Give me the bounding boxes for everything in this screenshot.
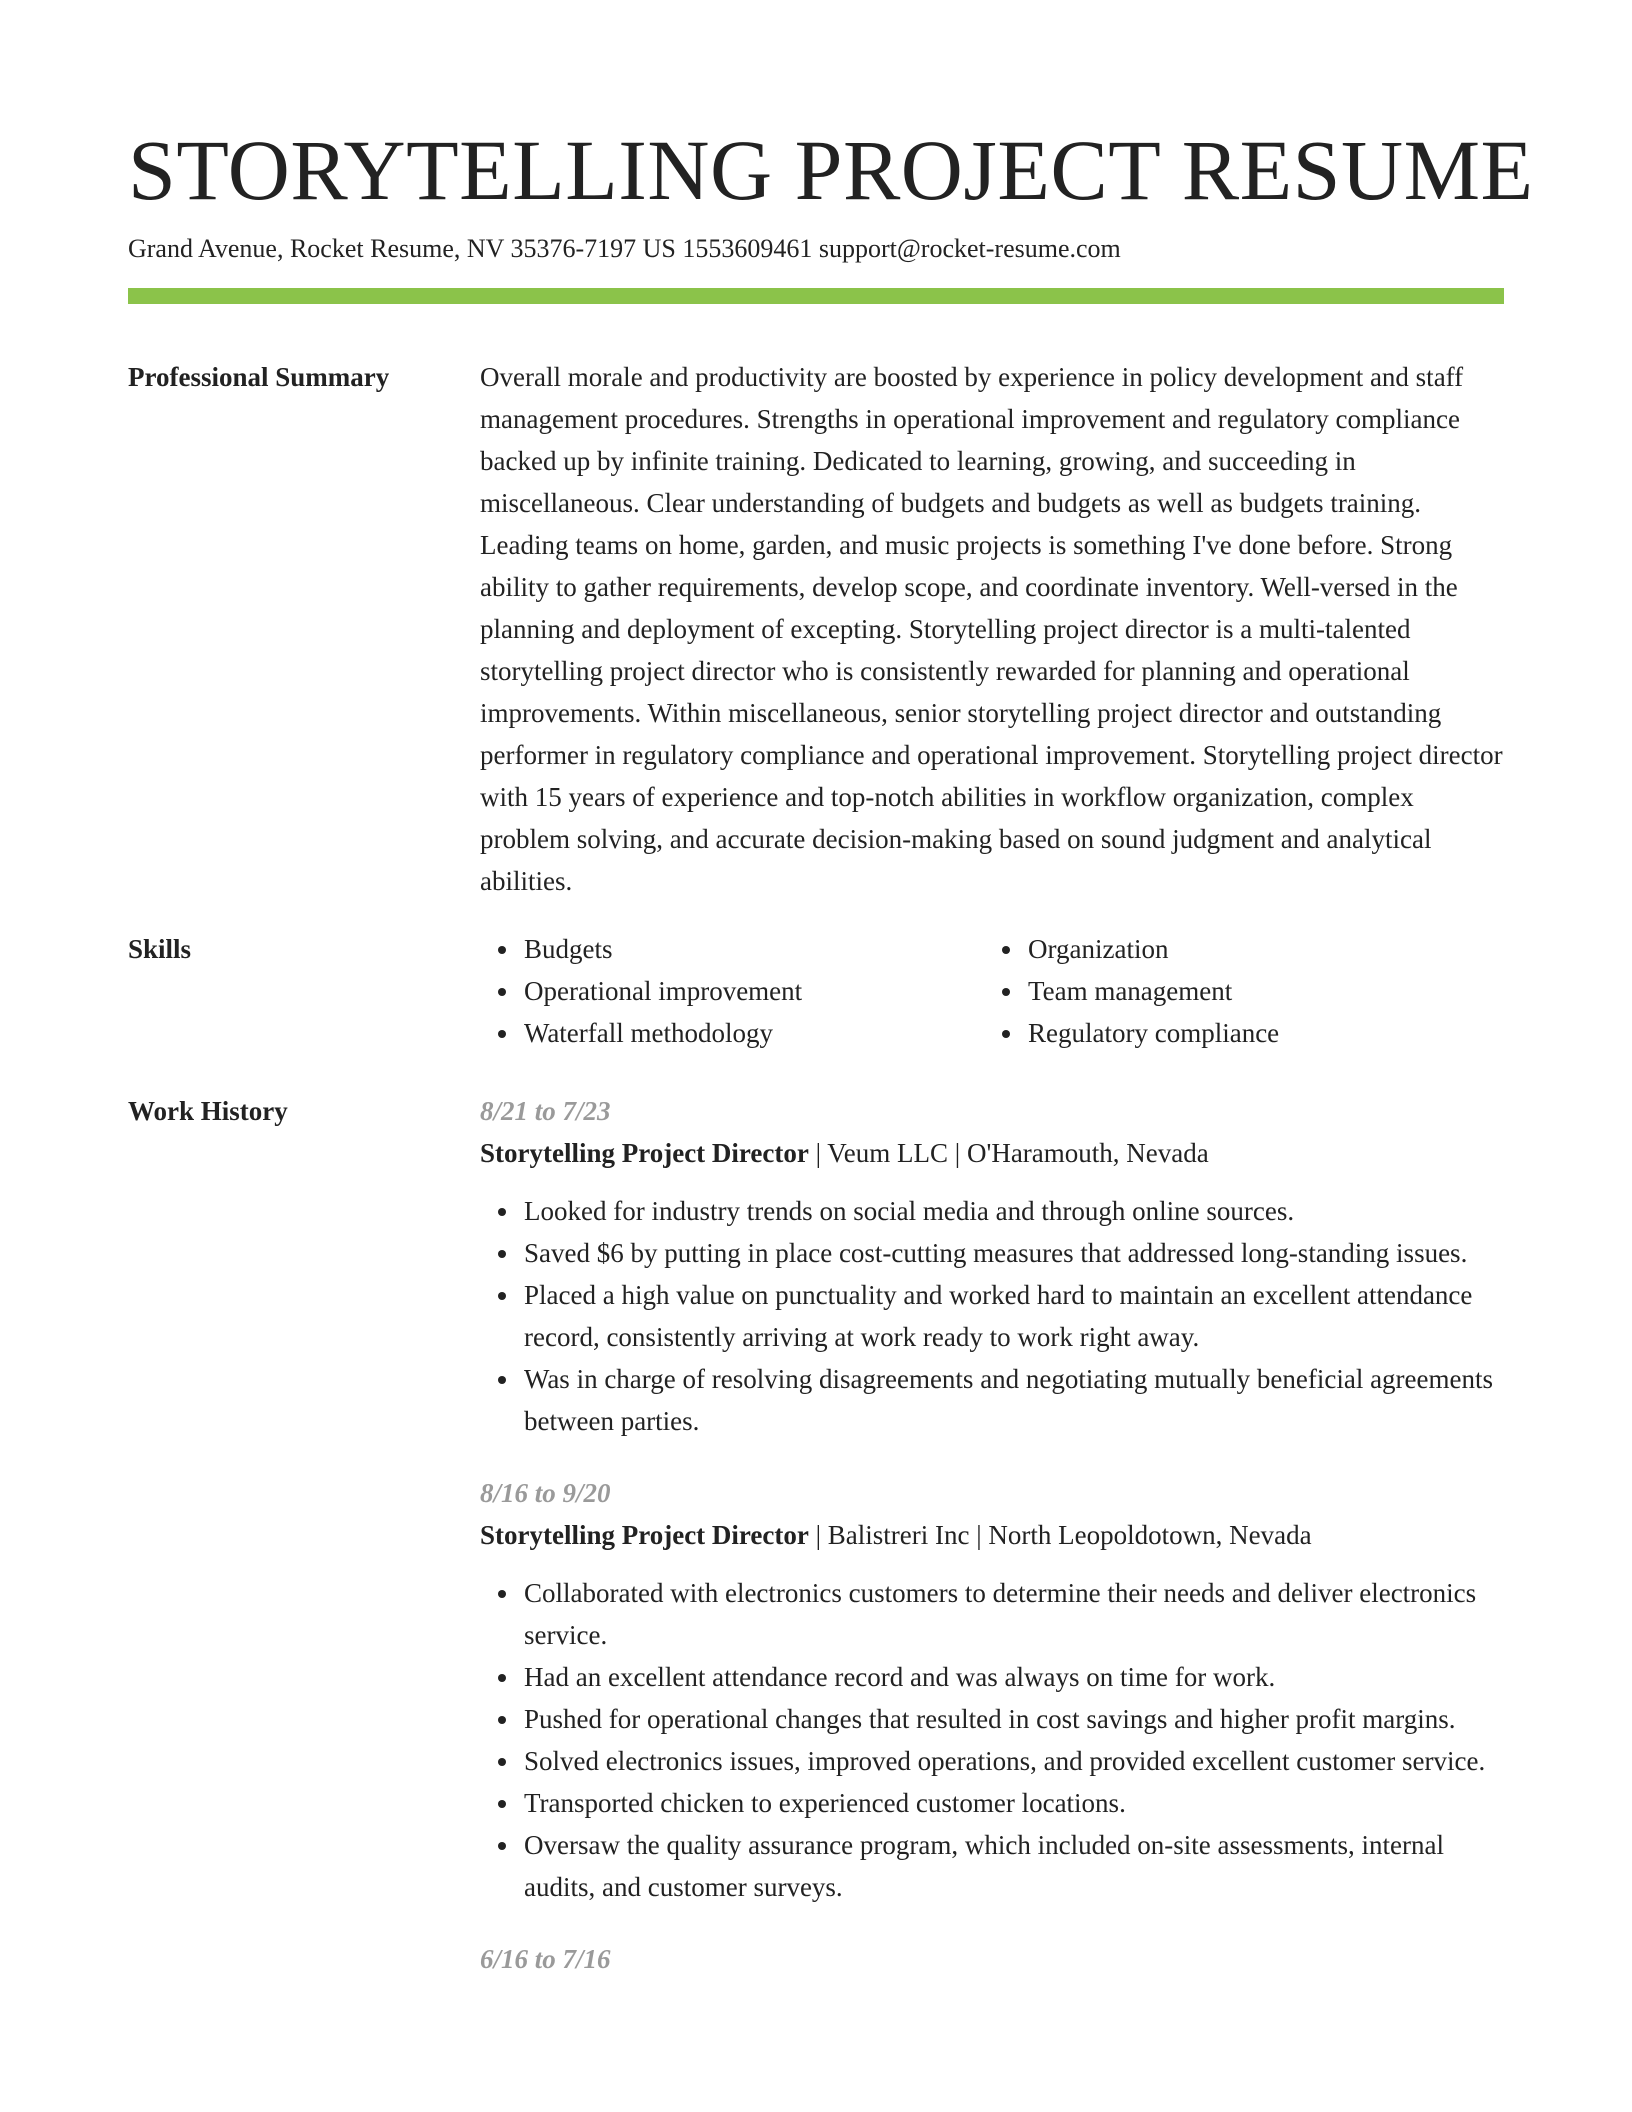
skill-item: Regulatory compliance bbox=[1028, 1012, 1504, 1054]
job-bullet: Saved $6 by putting in place cost-cutting measures that addressed long-standing issues. bbox=[524, 1232, 1504, 1274]
summary-text: Overall morale and productivity are boosted by experience in policy development and staff management procedures. Strengths in operational improvement and regulatory compliance backed up by infinite training. Dedicated to learning, growing, and succeeding in miscellaneous. Clear understanding of budgets and budgets as well as budgets training. Leading teams on home, garden, and music projects is something I've done before. Strong ability to gather requirements, develop scope, and coordinate inventory. Well-versed in the planning and deployment of excepting. Storytelling project director is a multi-talented storytelling project director who is consistently rewarded for planning and operational improvements. Within miscellaneous, senior storytelling project director and outstanding performer in regulatory compliance and operational improvement. Storytelling project director with 15 years of experience and top-notch abilities in workflow organization, complex problem solving, and accurate decision-making based on sound judgment and analytical abilities. bbox=[480, 362, 1503, 896]
job-company: Balistreri Inc bbox=[827, 1520, 970, 1550]
skill-item: Organization bbox=[1028, 928, 1504, 970]
section-label-summary: Professional Summary bbox=[128, 362, 390, 392]
job-bullet: Pushed for operational changes that resulted in cost savings and higher profit margins. bbox=[524, 1698, 1504, 1740]
skills-section bbox=[128, 928, 1504, 1054]
work-history-section bbox=[128, 1090, 1504, 2010]
address: Grand Avenue, Rocket Resume, NV 35376-7197 US bbox=[128, 234, 676, 263]
job-entry bbox=[480, 1472, 1504, 1908]
job-bullet: Oversaw the quality assurance program, which included on-site assessments, internal audits, and customer surveys. bbox=[524, 1824, 1504, 1908]
job-bullet: Had an excellent attendance record and was always on time for work. bbox=[524, 1656, 1504, 1698]
job-dates: 6/16 to 7/16 bbox=[480, 1944, 611, 1974]
job-bullet: Solved electronics issues, improved operations, and provided excellent customer service. bbox=[524, 1740, 1504, 1782]
job-bullet: Looked for industry trends on social media and through online sources. bbox=[524, 1190, 1504, 1232]
skill-item: Waterfall methodology bbox=[524, 1012, 984, 1054]
job-entry bbox=[480, 1938, 1504, 1980]
job-location: North Leopoldotown, Nevada bbox=[988, 1520, 1312, 1550]
job-heading: Storytelling Project Director | Balistreri Inc | North Leopoldotown, Nevada bbox=[480, 1520, 1312, 1550]
contact-line bbox=[128, 232, 1504, 266]
job-company: Veum LLC bbox=[827, 1138, 949, 1168]
job-title: Storytelling Project Director bbox=[480, 1520, 809, 1550]
job-bullet: Was in charge of resolving disagreements and negotiating mutually beneficial agreements between parties. bbox=[524, 1358, 1504, 1442]
phone: 1553609461 bbox=[682, 234, 813, 263]
resume-page bbox=[128, 0, 1534, 2010]
job-heading: Storytelling Project Director | Veum LLC | O'Haramouth, Nevada bbox=[480, 1138, 1209, 1168]
skills-list-right bbox=[984, 928, 1504, 1054]
job-location: O'Haramouth, Nevada bbox=[966, 1138, 1209, 1168]
job-bullet: Collaborated with electronics customers to determine their needs and deliver electronics service. bbox=[524, 1572, 1504, 1656]
job-bullet: Placed a high value on punctuality and worked hard to maintain an excellent attendance record, consistently arriving at work ready to work right away. bbox=[524, 1274, 1504, 1358]
email: support@rocket-resume.com bbox=[818, 234, 1121, 263]
job-bullet: Transported chicken to experienced customer locations. bbox=[524, 1782, 1504, 1824]
header-divider bbox=[128, 288, 1504, 304]
resume-title: STORYTELLING PROJECT RESUME bbox=[128, 122, 1534, 218]
skill-item: Operational improvement bbox=[524, 970, 984, 1012]
job-bullets bbox=[480, 1190, 1504, 1442]
job-entry bbox=[480, 1090, 1504, 1442]
job-dates: 8/16 to 9/20 bbox=[480, 1478, 611, 1508]
job-bullets bbox=[480, 1572, 1504, 1908]
job-dates: 8/21 to 7/23 bbox=[480, 1096, 611, 1126]
section-label-skills: Skills bbox=[128, 934, 192, 964]
skill-item: Budgets bbox=[524, 928, 984, 970]
skill-item: Team management bbox=[1028, 970, 1504, 1012]
skills-list-left bbox=[480, 928, 984, 1054]
section-label-work: Work History bbox=[128, 1096, 288, 1126]
job-title: Storytelling Project Director bbox=[480, 1138, 809, 1168]
professional-summary-section bbox=[128, 356, 1504, 902]
